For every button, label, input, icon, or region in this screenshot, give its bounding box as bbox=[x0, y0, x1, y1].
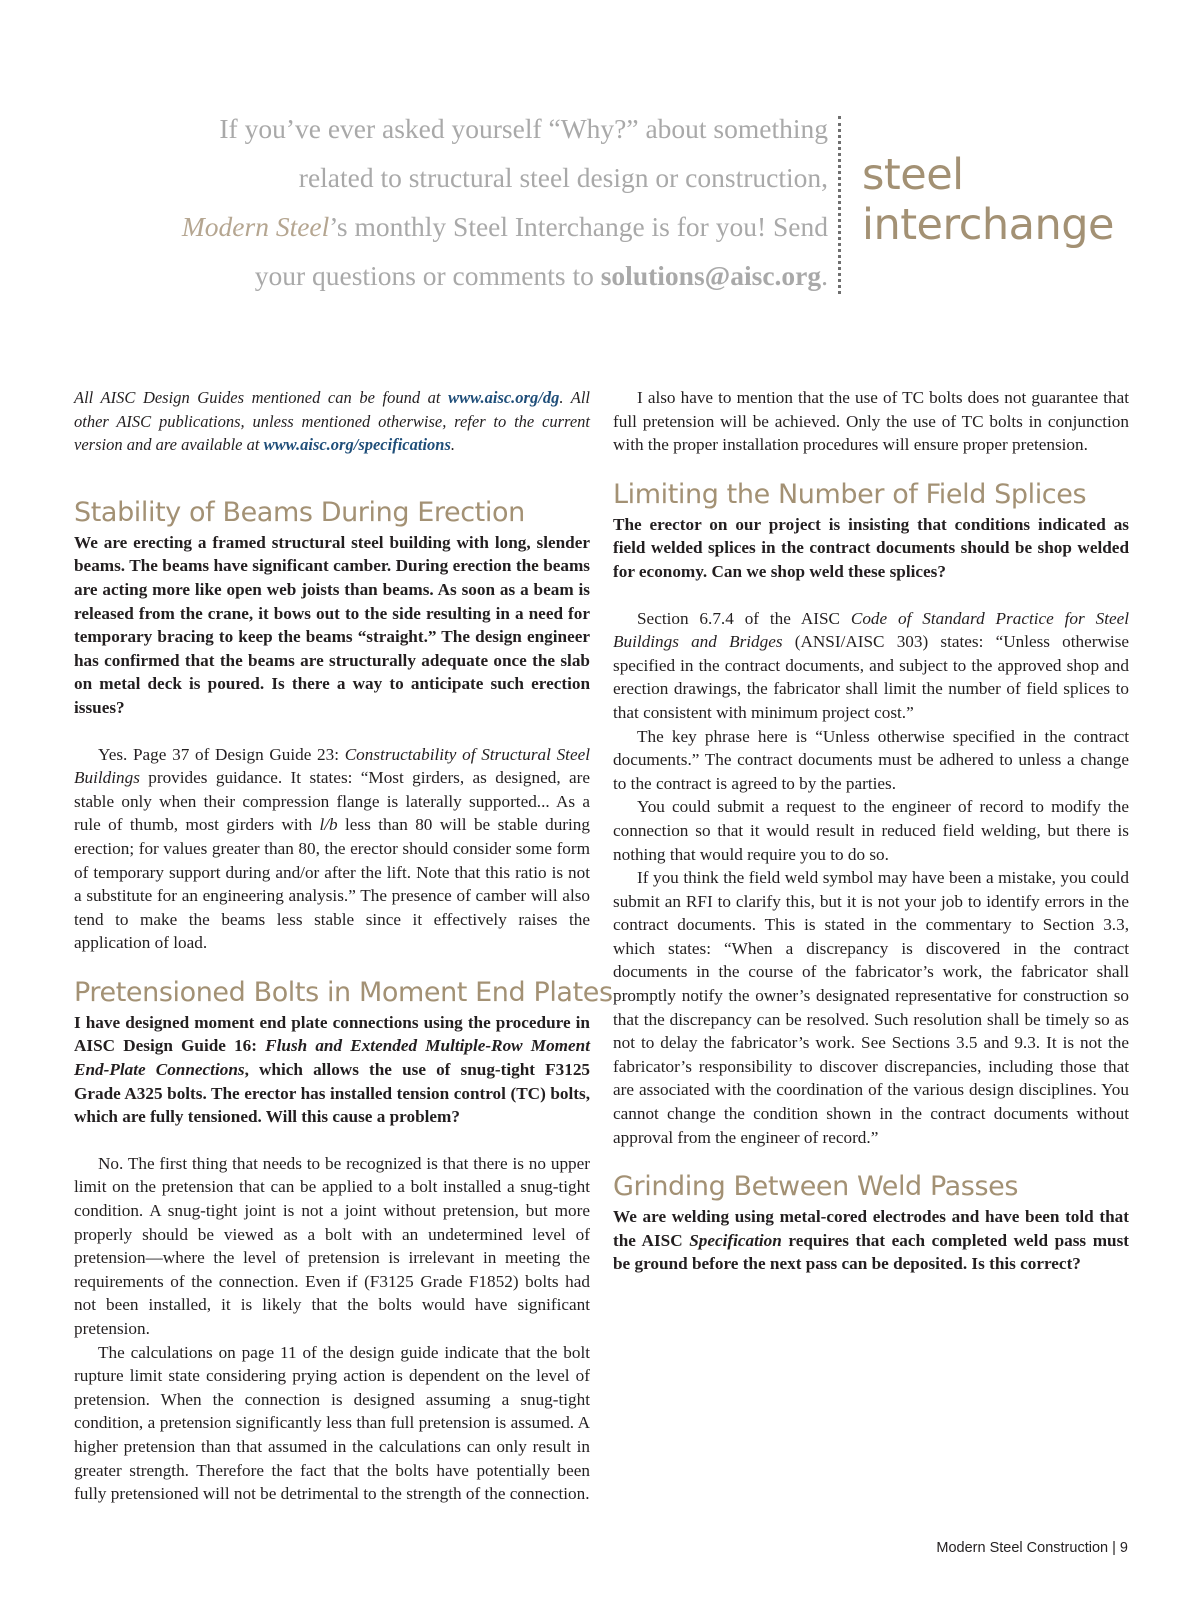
section-brand bbox=[862, 150, 1114, 250]
intro-blurb bbox=[60, 104, 828, 300]
question-stability: We are erecting a framed structural steel building with long, slender beams. The beams have significant camber. During erection the beams are acting more like open web joists than beams. As soon as a beam is released from the crane, it bows out to the side resulting in a need for temporary bracing to keep the beams “straight.” The design engineer has confirmed that the beams are structurally adequate once the slab on metal deck is poured. Is there a way to anticipate such erection issues? bbox=[74, 532, 590, 717]
heading-grinding: Grinding Between Weld Passes bbox=[613, 1171, 1019, 1203]
page-footer bbox=[936, 1540, 1128, 1556]
magazine-name: Modern Steel bbox=[181, 211, 330, 242]
dg-link[interactable]: www.aisc.org/dg bbox=[448, 388, 560, 407]
email-link[interactable]: solutions@aisc.org bbox=[600, 260, 822, 291]
intro-line-4: your questions or comments to solutions@aisc.org. bbox=[254, 260, 828, 291]
answer-bolts-para-2: The calculations on page 11 of the design guide indicate that the bolt rupture limit state considering prying action is dependent on the level of pretension. When the connection is designed assuming a snug-tight condition, a pretension significantly less than full pretension is assumed. A higher pretension than that assumed in the calculations can only result in greater strength. Therefore the fact that the bolts have potentially been fully pretensioned will not be detrimental to the strength of the connection. bbox=[74, 1342, 590, 1504]
brand-line-2: interchange bbox=[862, 200, 1114, 250]
footer-separator: | bbox=[1112, 1540, 1116, 1556]
heading-stability: Stability of Beams During Erection bbox=[74, 496, 525, 528]
question-pretensioned-bolts: I have designed moment end plate connections using the procedure in AISC Design Guide 16: Flush and Extended Multiple-Row Moment End-Plate Connections, which allows the use of snug-tight F3125 Grade A325 bolts. The erector has installed tension control (TC) bolts, which are fully tensioned. Will this cause a problem? bbox=[74, 1012, 591, 1127]
answer-splices-para-3: You could submit a request to the engineer of record to modify the connection so that it would result in reduced field welding, but there is nothing that would require you to do so. bbox=[613, 797, 1129, 864]
page-number: 9 bbox=[1119, 1540, 1128, 1556]
left-column bbox=[74, 386, 613, 1506]
answer-stability: Yes. Page 37 of Design Guide 23: Constructability of Structural Steel Buildings provides guidance. It states: “Most girders, as designed, are stable only when their compression flange is laterally supported... As a rule of thumb, most girders with l/b less than 80 will be stable during erection; for values greater than 80, the erector should consider some form of temporary support during and/or after the lift. Note that this ratio is not a substitute for an engineering analysis.” The presence of camber will also tend to make the beams less stable since it effectively raises the application of load. bbox=[74, 744, 590, 953]
answer-splices-para-4: If you think the field weld symbol may have been a mistake, you could submit an RFI to clarify this, but it is not your job to identify errors in the contract documents. This is stated in the commentary to Section 3.3, which states: “When a discrepancy is discovered in the contract documents in the course of the fabricator’s work, the fabricator shall promptly notify the owner’s designated representative for construction so that the discrepancy can be resolved. Such resolution shall be timely so as not to delay the fabricator’s work. See Sections 3.5 and 9.3. It is not the fabricator’s responsibility to discover discrepancies, including those that are associated with the coordination of the various design disciplines. You cannot change the condition shown in the contract documents without approval from the engineer of record.” bbox=[613, 868, 1129, 1147]
right-column bbox=[613, 386, 1129, 1276]
answer-splices-para-1: Section 6.7.4 of the AISC Code of Standard Practice for Steel Buildings and Bridges (ANSI/AISC 303) states: “Unless otherwise specified in the contract documents, and subject to the approved shop and erection drawings, the fabricator shall limit the number of field splices to that consistent with minimum project cost.” bbox=[613, 608, 1130, 722]
question-grinding: We are welding using metal-cored electrodes and have been told that the AISC Specification requires that each completed weld pass must be ground before the next pass can be deposited. Is this correct? bbox=[613, 1207, 1129, 1274]
magazine-title: Modern Steel Construction bbox=[936, 1540, 1109, 1556]
specifications-link[interactable]: www.aisc.org/specifications bbox=[263, 435, 451, 455]
intro-line-3: Modern Steel’s monthly Steel Interchange is for you! Send bbox=[181, 211, 828, 242]
answer-bolts-para-3: I also have to mention that the use of TC bolts does not guarantee that full pretension will be achieved. Only the use of TC bolts in conjunction with the proper installation procedures will ensure proper pretension. bbox=[613, 388, 1129, 455]
intro-line-2: related to structural steel design or construction, bbox=[298, 162, 828, 193]
brand-line-1: steel bbox=[862, 150, 964, 200]
answer-splices-para-2: The key phrase here is “Unless otherwise specified in the contract documents.” The contract documents must be adhered to unless a change to the contract is agreed to by the parties. bbox=[613, 726, 1129, 793]
question-field-splices: The erector on our project is insisting that conditions indicated as field welded splices in the contract documents should be shop welded for economy. Can we shop weld these splices? bbox=[613, 514, 1129, 581]
heading-pretensioned-bolts: Pretensioned Bolts in Moment End Plates bbox=[74, 976, 613, 1008]
intro-line-1: If you’ve ever asked yourself “Why?” about something bbox=[219, 113, 828, 144]
design-guide-note: All AISC Design Guides mentioned can be found at www.aisc.org/dg. All other AISC publications, unless mentioned otherwise, refer to the current version and are available at www.aisc.org/specifications. bbox=[74, 388, 590, 455]
heading-field-splices: Limiting the Number of Field Splices bbox=[613, 478, 1087, 510]
answer-bolts-para-1: No. The first thing that needs to be recognized is that there is no upper limit on the pretension that can be applied to a bolt installed a snug-tight condition. A snug-tight joint is not a joint without pretension, but more properly should be viewed as a bolt with an undetermined level of pretension—where the level of pretension is irrelevant in meeting the requirements of the connection. Even if (F3125 Grade F1852) bolts had not been installed, it is likely that the bolts would have significant pretension. bbox=[74, 1153, 590, 1338]
dotted-divider bbox=[838, 116, 841, 294]
